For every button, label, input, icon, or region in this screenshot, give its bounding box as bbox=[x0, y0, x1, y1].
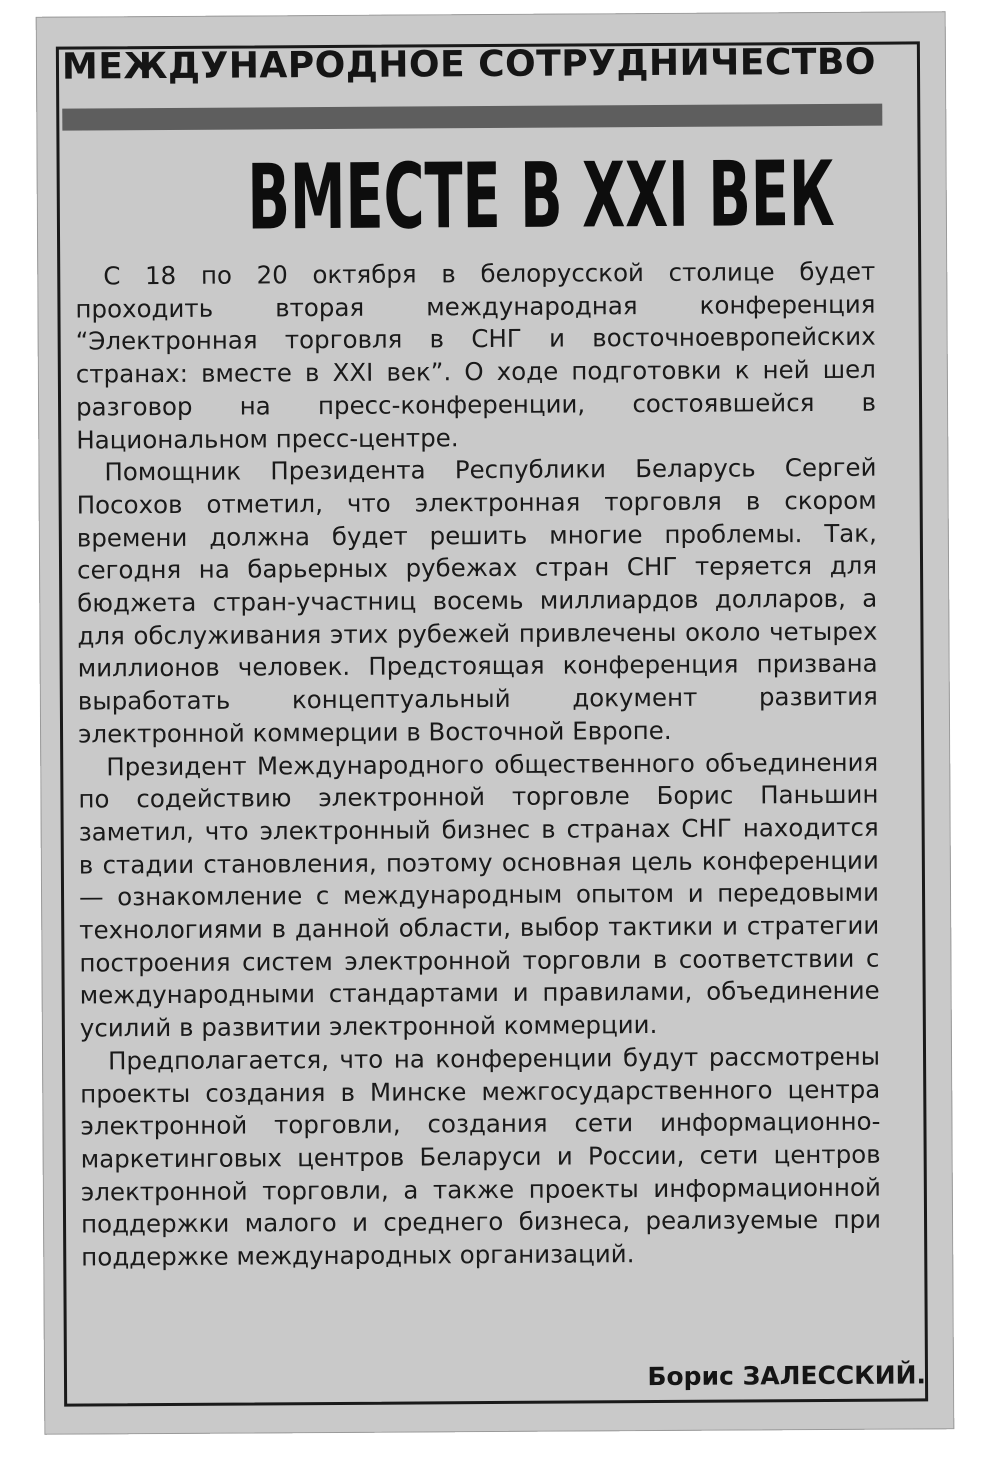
author-byline: Борис ЗАЛЕССКИЙ. bbox=[647, 1360, 927, 1392]
newspaper-clipping bbox=[36, 11, 955, 1435]
paragraph: Предполагается, что на конференции будут рассмотрены проекты создания в Минске межгосударственного центра электронной торговли, создания сети информационно-маркетинговых центров Беларуси и России, сети центров электронной торговли, а также проекты информационной поддержки малого и среднего бизнеса, реализуемые при поддержке международных организаций. bbox=[80, 1041, 882, 1272]
paragraph: Помощник Президента Республики Беларусь Сергей Посохов отметил, что электронная торговля в скором времени должна будет решить многие проблемы. Так, сегодня на барьерных рубежах стран СНГ теряется для бюджета стран-участниц восемь миллиардов долларов, а для обслуживания этих рубежей привлечены около четырех миллионов человек. Предстоящая конференция призвана выработать концептуальный документ развития электронной коммерции в Восточной Европе. bbox=[76, 452, 878, 749]
article-body bbox=[75, 256, 881, 1275]
paragraph: С 18 по 20 октября в белорусской столице будет проходить вторая международная конференция “Электронная торговля в СНГ и восточноевропейских странах: вместе в XXI век”. О ходе подготовки к ней шел разговор на пресс-конференции, состоявшейся в Национальном пресс-центре. bbox=[75, 256, 877, 455]
paragraph: Президент Международного общественного объединения по содействию электронной торговле Борис Паньшин заметил, что электронный бизнес в странах СНГ находится в стадии становления, поэтому основная цель конференции — ознакомление с международным опытом и передовыми технологиями в данной области, выбор тактики и стратегии построения систем электронной торговли в соответствии с международными стандартами и правилами, объединение усилий в развитии электронной коммерции. bbox=[78, 747, 880, 1043]
rubric-heading: МЕЖДУНАРОДНОЕ СОТРУДНИЧЕСТВО bbox=[61, 41, 877, 88]
article-headline: ВМЕСТЕ В XXI ВЕК bbox=[247, 141, 835, 251]
